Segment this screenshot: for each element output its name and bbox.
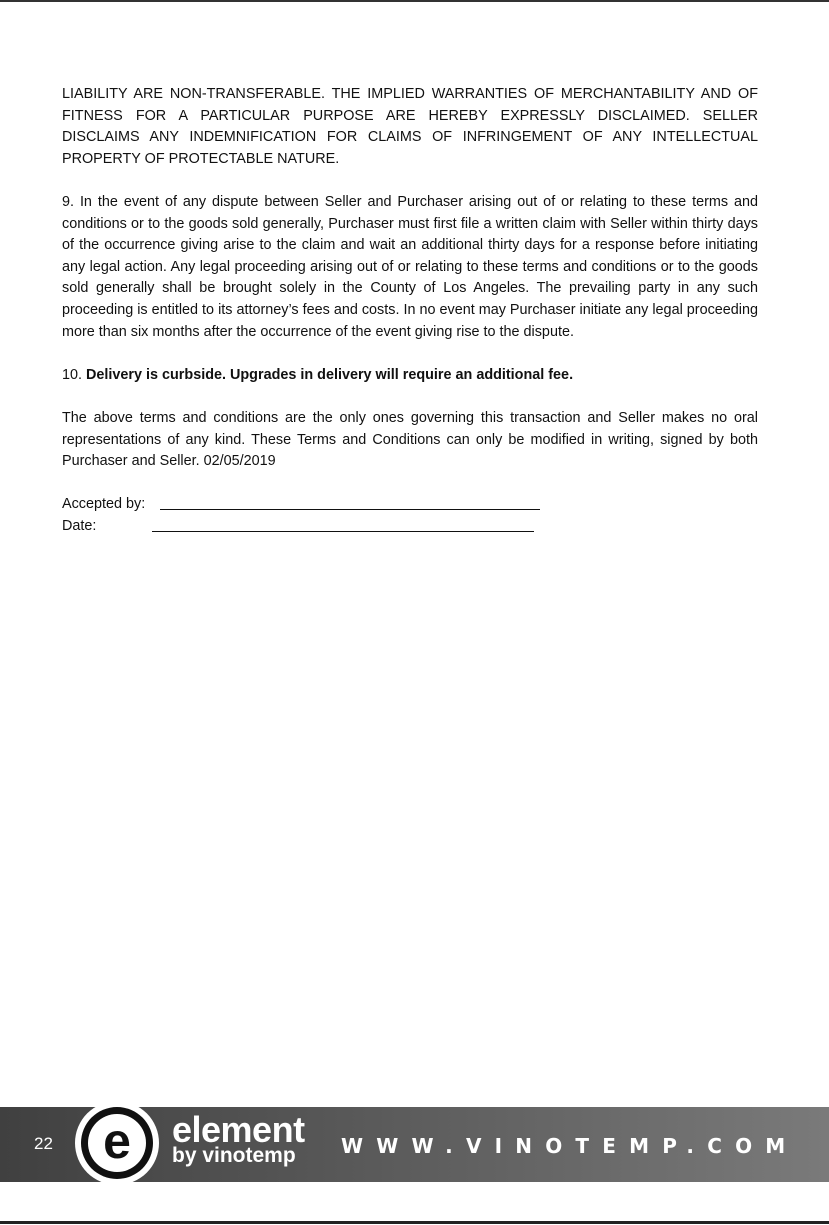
logo-letter: e	[103, 1113, 131, 1169]
element-logo-icon	[75, 1101, 159, 1185]
terms-content	[62, 84, 758, 537]
brand-subtitle: by vinotemp	[172, 1144, 296, 1167]
website-url: WWW.VINOTEMP.COM	[341, 1134, 799, 1158]
delivery-clause-text: Delivery is curbside. Upgrades in delivery will require an additional fee.	[86, 366, 574, 383]
top-rule	[0, 0, 829, 2]
page-number: 22	[34, 1134, 53, 1153]
accepted-by-signature-line[interactable]	[160, 509, 540, 510]
date-signature-line[interactable]	[152, 531, 534, 532]
date-label: Date:	[62, 517, 97, 534]
brand-name: element	[172, 1109, 305, 1150]
date-row	[62, 516, 758, 538]
delivery-clause-paragraph	[62, 365, 758, 387]
closing-paragraph: The above terms and conditions are the only ones governing this transaction and Seller makes no oral representations of any kind. These Terms and Conditions can only be modified in writing, signed by both Purchaser and Seller. 02/05/2019	[62, 409, 758, 470]
accepted-by-row	[62, 494, 758, 516]
delivery-clause-number: 10.	[62, 366, 87, 383]
accepted-by-label: Accepted by:	[62, 496, 146, 513]
liability-paragraph: LIABILITY ARE NON-TRANSFERABLE. THE IMPLIED WARRANTIES OF MERCHANTABILITY AND OF FITNESS FOR A PARTICULAR PURPOSE ARE HEREBY EXPRESSLY DISCLAIMED. SELLER DISCLAIMS ANY INDEMNIFICATION FOR CLAIMS OF INFRINGEMENT OF ANY INTELLECTUAL PROPERTY OF PROTECTABLE NATURE.	[62, 86, 758, 167]
bottom-rule	[0, 1221, 829, 1224]
dispute-clause-paragraph: 9. In the event of any dispute between Seller and Purchaser arising out of or relating to these terms and conditions or to the goods sold generally, Purchaser must first file a written claim with Seller within thirty days of the occurrence giving arise to the claim and wait an additional thirty days for a response before initiating any legal action. Any legal proceeding arising out of or relating to these terms and conditions or to the goods sold generally shall be brought solely in the County of Los Angeles. The prevailing party in any such proceeding is entitled to its attorney’s fees and costs. In no event may Purchaser initiate any legal proceeding more than six months after the occurrence of the event giving rise to the dispute.	[62, 193, 758, 340]
